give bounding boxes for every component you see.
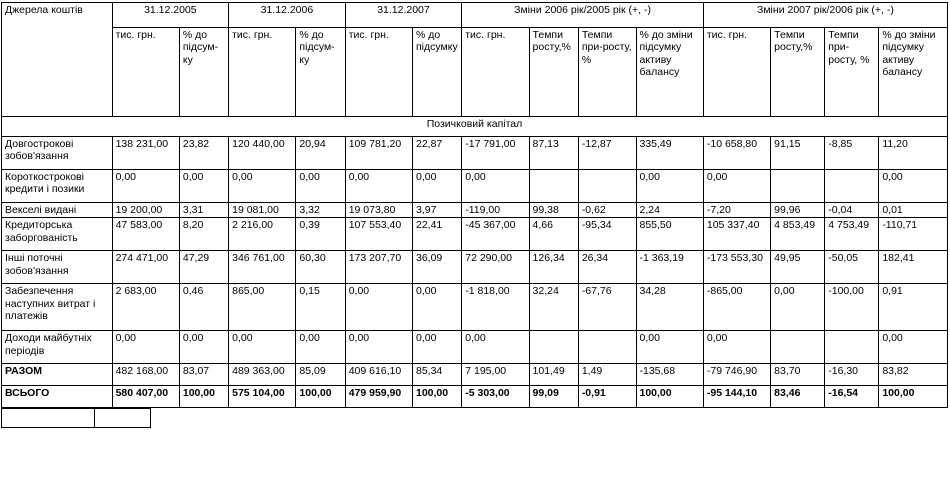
cell-value: -10 658,80 xyxy=(703,137,770,170)
cell-value: 11,20 xyxy=(879,137,948,170)
row-label: Інші поточні зобов'язання xyxy=(2,251,113,284)
cell-value: 47 583,00 xyxy=(112,218,179,251)
header-sub-3: тис. грн. xyxy=(229,28,296,117)
cell-value: 173 207,70 xyxy=(345,251,412,284)
header-group-row xyxy=(2,3,948,28)
cell-value: -5 303,00 xyxy=(462,386,529,408)
cell-value: 72 290,00 xyxy=(462,251,529,284)
cell-value: 26,34 xyxy=(578,251,636,284)
cell-value: 482 168,00 xyxy=(112,364,179,386)
cell-value: 83,46 xyxy=(771,386,825,408)
cell-value: -50,05 xyxy=(825,251,879,284)
cell-value: 0,00 xyxy=(112,331,179,364)
cell-value: 83,07 xyxy=(179,364,228,386)
table-row xyxy=(2,284,948,331)
cell-value xyxy=(578,170,636,203)
cell-value: 85,09 xyxy=(296,364,345,386)
cell-value: 99,96 xyxy=(771,203,825,218)
cell-value: -0,62 xyxy=(578,203,636,218)
header-group-2005: 31.12.2005 xyxy=(112,3,229,28)
cell-value xyxy=(578,331,636,364)
table-row xyxy=(2,203,948,218)
cell-value: 0,00 xyxy=(345,170,412,203)
header-group-change-2007-2006: Зміни 2007 рік/2006 рік (+, -) xyxy=(703,3,947,28)
cell-value: 0,15 xyxy=(296,284,345,331)
cell-value: 100,00 xyxy=(179,386,228,408)
cell-value: 100,00 xyxy=(879,386,948,408)
cell-value: 8,20 xyxy=(179,218,228,251)
cell-value: -865,00 xyxy=(703,284,770,331)
cell-value: -67,76 xyxy=(578,284,636,331)
cell-value: 34,28 xyxy=(636,284,703,331)
cell-value: 0,00 xyxy=(636,331,703,364)
cell-value: 0,00 xyxy=(412,284,461,331)
cell-value: 0,00 xyxy=(112,170,179,203)
header-sub-10: % до зміни підсумку активу балансу xyxy=(636,28,703,117)
cell-value: -95,34 xyxy=(578,218,636,251)
header-sub-13: Темпи при-росту, % xyxy=(825,28,879,117)
row-label: Кредиторська заборгованість xyxy=(2,218,113,251)
header-sub-1: тис. грн. xyxy=(112,28,179,117)
stub-cell xyxy=(2,409,95,428)
cell-value: 22,87 xyxy=(412,137,461,170)
header-sub-12: Темпи росту,% xyxy=(771,28,825,117)
cell-value: 7 195,00 xyxy=(462,364,529,386)
cell-value: 19 073,80 xyxy=(345,203,412,218)
cell-value: -0,91 xyxy=(578,386,636,408)
cell-value: 49,95 xyxy=(771,251,825,284)
cell-value: 0,00 xyxy=(771,284,825,331)
row-label: Доходи майбутніх періодів xyxy=(2,331,113,364)
cell-value: -7,20 xyxy=(703,203,770,218)
cell-value: -16,54 xyxy=(825,386,879,408)
cell-value xyxy=(529,170,578,203)
cell-value: -135,68 xyxy=(636,364,703,386)
header-sub-7: тис. грн. xyxy=(462,28,529,117)
cell-value: 0,00 xyxy=(296,170,345,203)
cell-value: 0,00 xyxy=(412,331,461,364)
cell-value: -12,87 xyxy=(578,137,636,170)
cell-value: 47,29 xyxy=(179,251,228,284)
cell-value xyxy=(529,331,578,364)
header-group-2007: 31.12.2007 xyxy=(345,3,462,28)
spreadsheet-sheet xyxy=(0,2,950,491)
cell-value: -95 144,10 xyxy=(703,386,770,408)
empty-stub-rows xyxy=(1,408,151,428)
cell-value xyxy=(825,170,879,203)
cell-value: 138 231,00 xyxy=(112,137,179,170)
cell-value: -79 746,90 xyxy=(703,364,770,386)
cell-value: 19 081,00 xyxy=(229,203,296,218)
cell-value: 100,00 xyxy=(296,386,345,408)
cell-value: 83,70 xyxy=(771,364,825,386)
table-body xyxy=(2,117,948,408)
table-row-grand-total xyxy=(2,386,948,408)
cell-value: 2 683,00 xyxy=(112,284,179,331)
header-group-change-2006-2005: Зміни 2006 рік/2005 рік (+, -) xyxy=(462,3,704,28)
cell-value: 575 104,00 xyxy=(229,386,296,408)
cell-value: 60,30 xyxy=(296,251,345,284)
cell-value: 0,00 xyxy=(296,331,345,364)
cell-value: 0,00 xyxy=(229,331,296,364)
cell-value xyxy=(825,331,879,364)
header-sub-9: Темпи при-росту, % xyxy=(578,28,636,117)
cell-value: 0,00 xyxy=(412,170,461,203)
cell-value: 100,00 xyxy=(412,386,461,408)
cell-value: 0,39 xyxy=(296,218,345,251)
cell-value: 4,66 xyxy=(529,218,578,251)
cell-value: -1 818,00 xyxy=(462,284,529,331)
cell-value: 23,82 xyxy=(179,137,228,170)
table-row xyxy=(2,251,948,284)
cell-value: -8,85 xyxy=(825,137,879,170)
cell-value: 99,09 xyxy=(529,386,578,408)
cell-value: 36,09 xyxy=(412,251,461,284)
cell-value: 479 959,90 xyxy=(345,386,412,408)
stub-row xyxy=(2,409,151,428)
cell-value: 83,82 xyxy=(879,364,948,386)
header-group-2006: 31.12.2006 xyxy=(229,3,346,28)
header-sub-5: тис. грн. xyxy=(345,28,412,117)
row-label: Векселі видані xyxy=(2,203,113,218)
cell-value: 0,00 xyxy=(879,170,948,203)
cell-value: 107 553,40 xyxy=(345,218,412,251)
cell-value: 105 337,40 xyxy=(703,218,770,251)
cell-value: -173 553,30 xyxy=(703,251,770,284)
stub-cell xyxy=(94,409,150,428)
cell-value xyxy=(771,170,825,203)
table-row xyxy=(2,218,948,251)
header-sub-11: тис. грн. xyxy=(703,28,770,117)
cell-value: -1 363,19 xyxy=(636,251,703,284)
cell-value: 0,00 xyxy=(462,331,529,364)
financial-table xyxy=(1,2,948,408)
cell-value: 489 363,00 xyxy=(229,364,296,386)
cell-value: 0,00 xyxy=(462,170,529,203)
row-label: Довгострокові зобов'язання xyxy=(2,137,113,170)
cell-value: 22,41 xyxy=(412,218,461,251)
header-sources-of-funds: Джерела коштів xyxy=(2,3,113,117)
cell-value: 109 781,20 xyxy=(345,137,412,170)
cell-value: 0,00 xyxy=(179,331,228,364)
cell-value: 32,24 xyxy=(529,284,578,331)
table-row xyxy=(2,170,948,203)
cell-value: -119,00 xyxy=(462,203,529,218)
cell-value: 0,46 xyxy=(179,284,228,331)
row-label: РАЗОМ xyxy=(2,364,113,386)
cell-value: 1,49 xyxy=(578,364,636,386)
cell-value: -16,30 xyxy=(825,364,879,386)
cell-value: 0,00 xyxy=(229,170,296,203)
cell-value: 0,00 xyxy=(179,170,228,203)
cell-value: 580 407,00 xyxy=(112,386,179,408)
row-label: Короткострокові кредити і позики xyxy=(2,170,113,203)
cell-value: 0,00 xyxy=(345,284,412,331)
table-row xyxy=(2,137,948,170)
cell-value: 4 853,49 xyxy=(771,218,825,251)
cell-value: -110,71 xyxy=(879,218,948,251)
table-row xyxy=(2,331,948,364)
cell-value: 87,13 xyxy=(529,137,578,170)
cell-value: 120 440,00 xyxy=(229,137,296,170)
cell-value: 3,32 xyxy=(296,203,345,218)
cell-value: 19 200,00 xyxy=(112,203,179,218)
cell-value: 865,00 xyxy=(229,284,296,331)
cell-value: 182,41 xyxy=(879,251,948,284)
cell-value: 2,24 xyxy=(636,203,703,218)
cell-value: 0,00 xyxy=(879,331,948,364)
cell-value: 409 616,10 xyxy=(345,364,412,386)
section-title: Позичковий капітал xyxy=(2,117,948,137)
cell-value: 99,38 xyxy=(529,203,578,218)
table-row-subtotal xyxy=(2,364,948,386)
cell-value: 3,97 xyxy=(412,203,461,218)
cell-value: -17 791,00 xyxy=(462,137,529,170)
cell-value: 85,34 xyxy=(412,364,461,386)
cell-value: 91,15 xyxy=(771,137,825,170)
cell-value: 0,00 xyxy=(345,331,412,364)
header-sub-6: % до підсумку xyxy=(412,28,461,117)
cell-value: 3,31 xyxy=(179,203,228,218)
cell-value: 346 761,00 xyxy=(229,251,296,284)
row-label: Забезпечення наступних витрат і платежів xyxy=(2,284,113,331)
cell-value: -100,00 xyxy=(825,284,879,331)
cell-value: 4 753,49 xyxy=(825,218,879,251)
cell-value: 0,91 xyxy=(879,284,948,331)
cell-value: 0,00 xyxy=(703,331,770,364)
cell-value: 855,50 xyxy=(636,218,703,251)
cell-value: -0,04 xyxy=(825,203,879,218)
header-sub-2: % до підсум-ку xyxy=(179,28,228,117)
cell-value: -45 367,00 xyxy=(462,218,529,251)
header-sub-4: % до підсум-ку xyxy=(296,28,345,117)
header-sub-14: % до зміни підсумку активу балансу xyxy=(879,28,948,117)
header-sub-row xyxy=(2,28,948,117)
cell-value: 126,34 xyxy=(529,251,578,284)
cell-value: 20,94 xyxy=(296,137,345,170)
cell-value: 0,01 xyxy=(879,203,948,218)
cell-value: 274 471,00 xyxy=(112,251,179,284)
cell-value: 0,00 xyxy=(636,170,703,203)
cell-value: 2 216,00 xyxy=(229,218,296,251)
row-label: ВСЬОГО xyxy=(2,386,113,408)
cell-value: 101,49 xyxy=(529,364,578,386)
section-banner-row xyxy=(2,117,948,137)
cell-value: 100,00 xyxy=(636,386,703,408)
cell-value xyxy=(771,331,825,364)
cell-value: 0,00 xyxy=(703,170,770,203)
header-sub-8: Темпи росту,% xyxy=(529,28,578,117)
cell-value: 335,49 xyxy=(636,137,703,170)
